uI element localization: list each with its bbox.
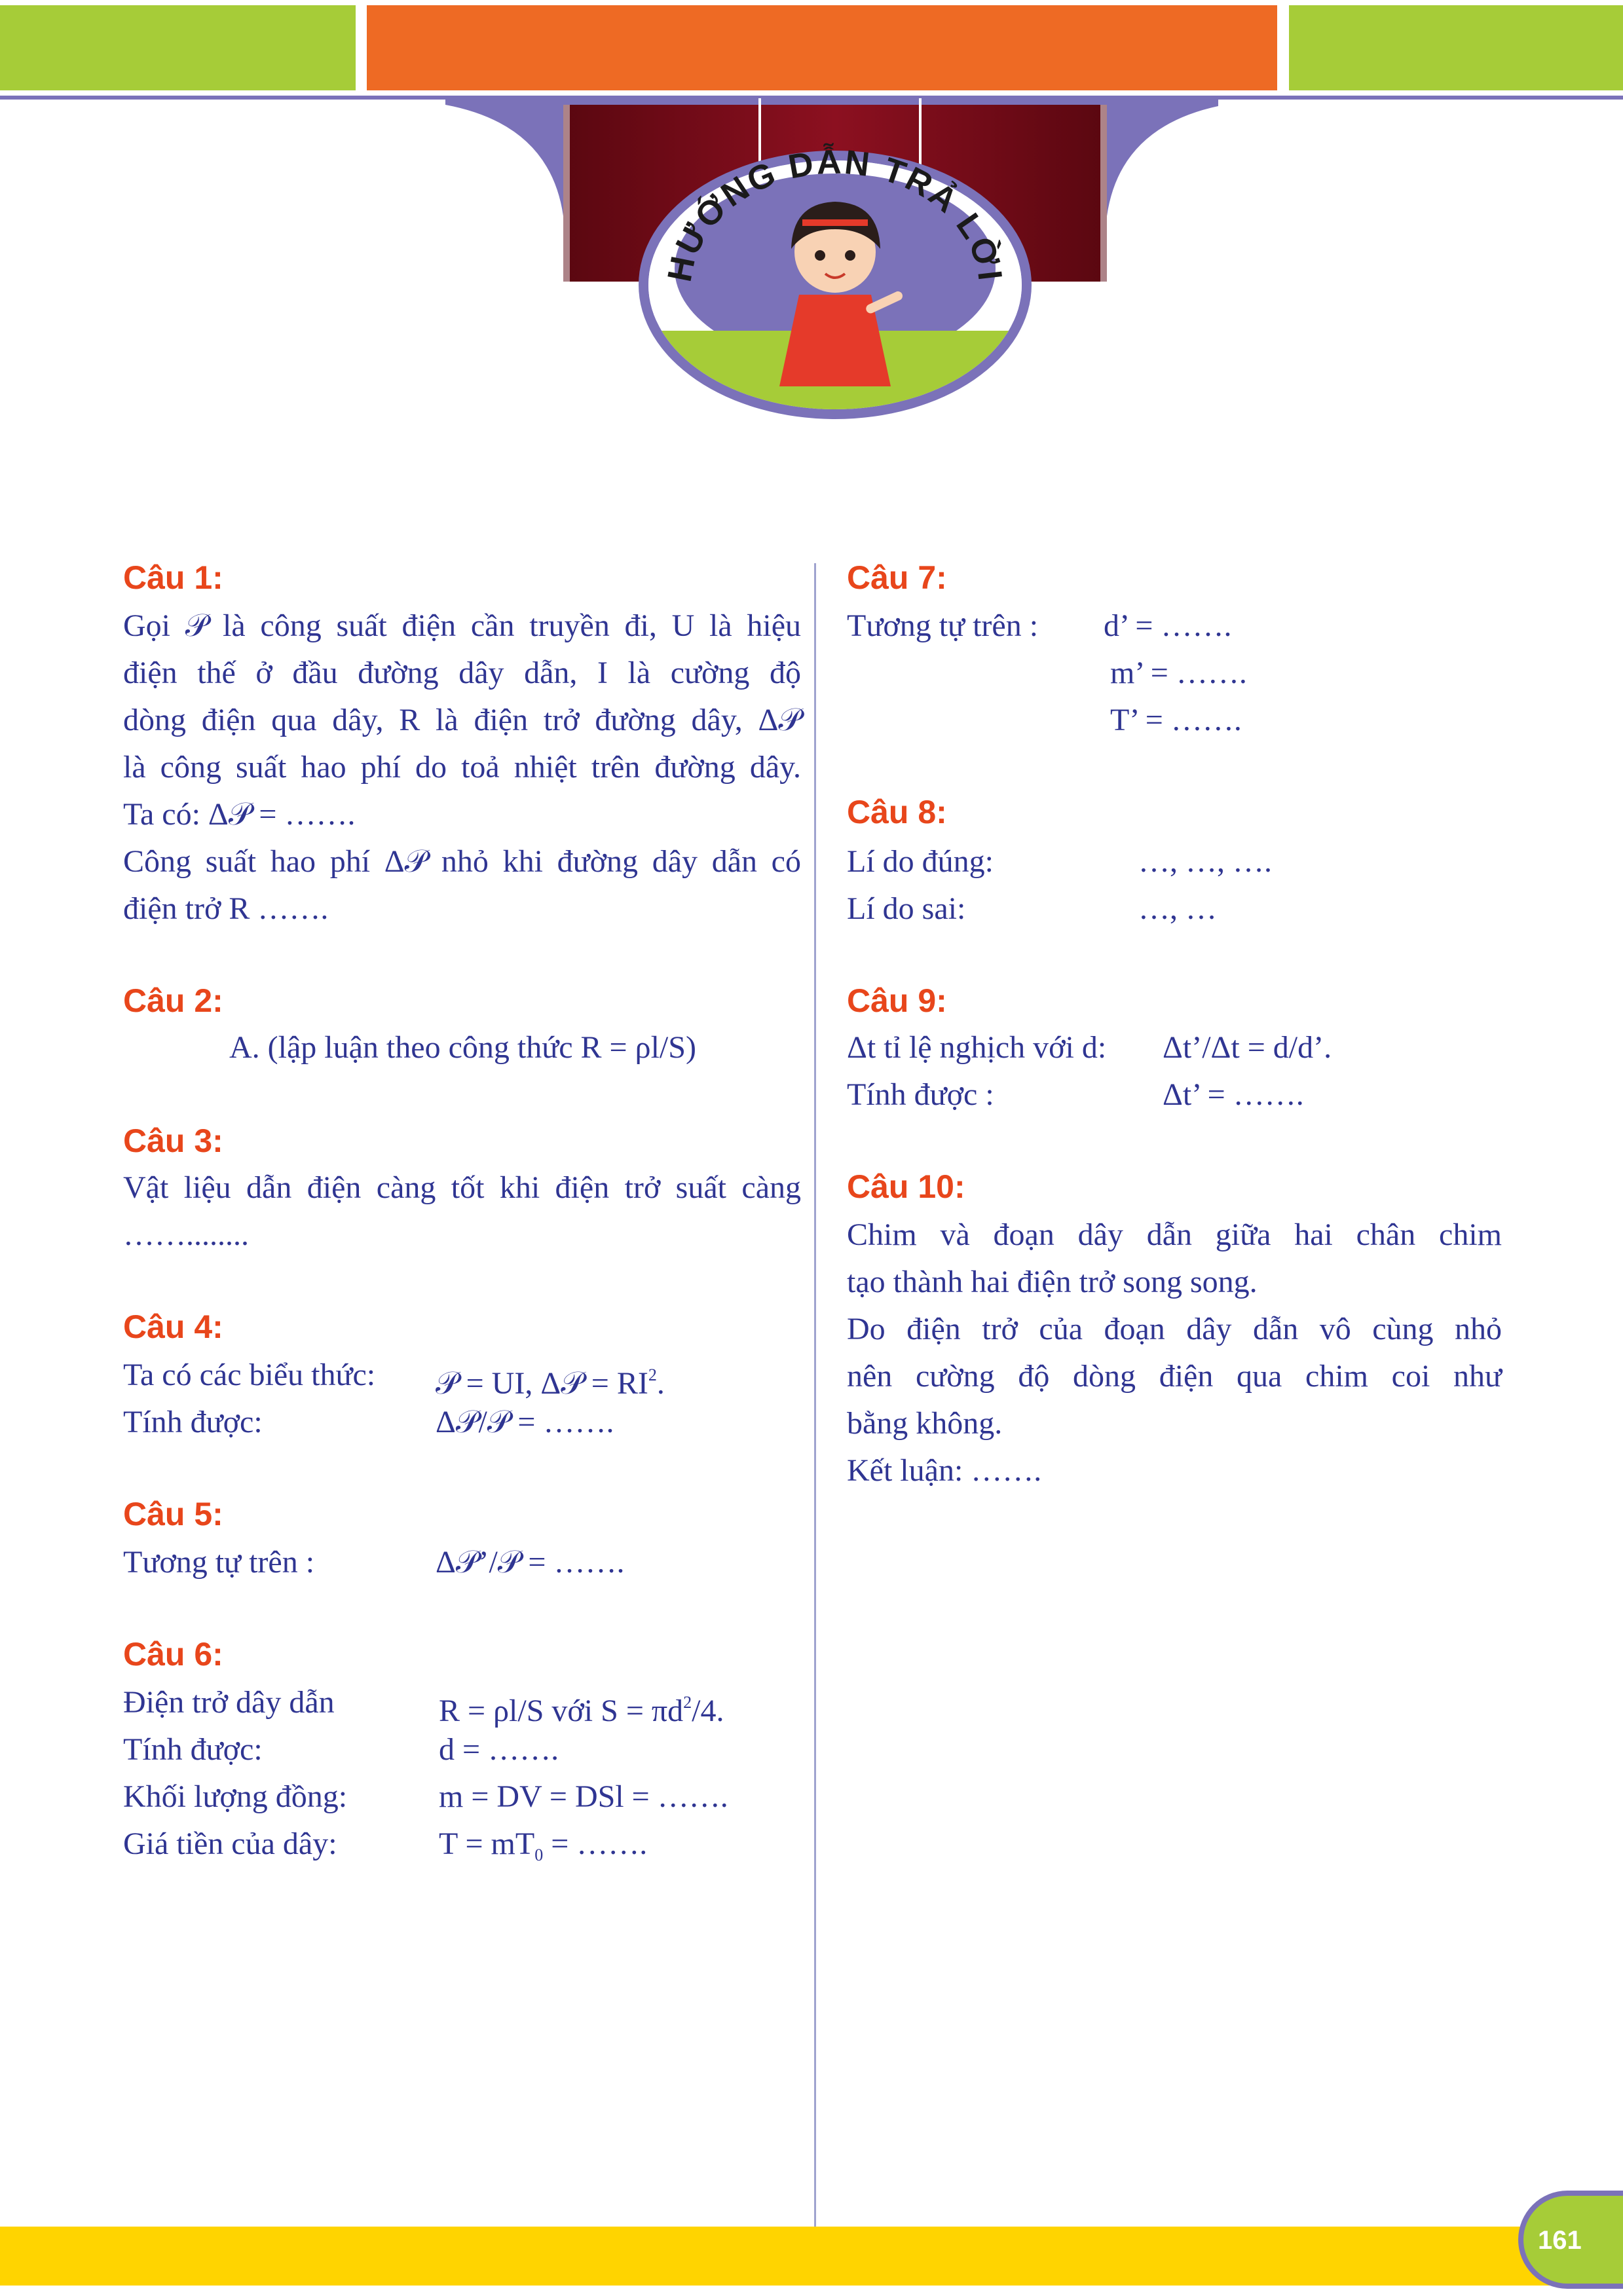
cau8-title: Câu 8: (847, 794, 947, 830)
cau7-formula1: d’ = ……. (1104, 608, 1232, 643)
cau8-value2: …, … (1138, 891, 1217, 926)
header-green-right (1289, 5, 1623, 90)
cau6-formula1: R = ρl/S với $S = \pi d^2/4$. (439, 1693, 724, 1728)
cau8-label1: Lí do đúng: (847, 844, 994, 879)
cau3-line1: Vật liệu dẫn điện càng tốt khi điện trở suất càng (123, 1170, 801, 1205)
header-green-left (0, 5, 356, 90)
footer-bar (0, 2227, 1623, 2286)
cau3-line2: ……........ (123, 1217, 249, 1252)
header-orange-center (367, 5, 1277, 90)
cau9-formula1: Δt’/Δt = d/d’. (1163, 1030, 1332, 1065)
cau9-label1: Δt tỉ lệ nghịch với d: (847, 1030, 1107, 1065)
header-title-word1: HƯỚNG (660, 154, 783, 285)
cau8-label2: Lí do sai: (847, 891, 966, 926)
cau1-line4: là công suất hao phí do toả nhiệt trên đường dây. (123, 750, 801, 785)
cau6-formula3: m = DV = DSl = ……. (439, 1779, 728, 1814)
cau1-line2: điện thế ở đầu đường dây dẫn, I là cường độ (123, 656, 801, 690)
column-divider (814, 563, 816, 2233)
header-title-word2: DẪN (785, 143, 874, 187)
cau10-title: Câu 10: (847, 1168, 965, 1205)
cau1-line3: dòng điện qua dây, R là điện trở đường dây, Δ𝒫 (123, 703, 801, 737)
cau6-label2: Tính được: (123, 1732, 263, 1767)
cau6-label1: Điện trở dây dẫn (123, 1685, 335, 1720)
page-number: 161 (1538, 2226, 1582, 2255)
cau4-label2: Tính được: (123, 1405, 263, 1439)
cau5-title: Câu 5: (123, 1496, 223, 1532)
cau4-title: Câu 4: (123, 1308, 223, 1345)
cau10-line2: tạo thành hai điện trở song song. (847, 1265, 1258, 1299)
cau10-line6: Kết luận: ……. (847, 1453, 1042, 1488)
cau2-line1: A. (lập luận theo công thức R = ρl/S) (229, 1030, 696, 1065)
cau9-title: Câu 9: (847, 982, 947, 1019)
cau9-formula2: Δt’ = ……. (1163, 1077, 1304, 1112)
cau7-formula3: T’ = ……. (1110, 703, 1242, 737)
cau10-line1: Chim và đoạn dây dẫn giữa hai chân chim (847, 1217, 1502, 1252)
cau10-line5: bằng không. (847, 1406, 1003, 1441)
cau5-formula1: Δ𝒫’/𝒫 = ……. (436, 1545, 625, 1580)
header-title-word4: LỜI (948, 206, 1009, 285)
cau1-line6: Công suất hao phí Δ𝒫 nhỏ khi đường dây dẫn có (123, 844, 801, 879)
header-title-word3: TRẢ (878, 151, 966, 222)
cau4-formula1: 𝒫 = UI, Δ𝒫 = $RI^2$. (436, 1365, 665, 1401)
cau9-label2: Tính được : (847, 1077, 994, 1112)
cau6-label3: Khối lượng đồng: (123, 1779, 348, 1814)
header-emblem (432, 98, 1218, 465)
cau1-line5: Ta có: Δ𝒫 = ……. (123, 797, 356, 832)
cau6-title: Câu 6: (123, 1636, 223, 1673)
cau4-label1: Ta có các biểu thức: (123, 1358, 376, 1392)
cau2-title: Câu 2: (123, 982, 223, 1019)
cau8-value1: …, …, …. (1138, 844, 1272, 879)
cau3-title: Câu 3: (123, 1122, 223, 1159)
cau10-line4: nên cường độ dòng điện qua chim coi như (847, 1359, 1502, 1394)
cau4-formula2: Δ𝒫/𝒫 = ……. (436, 1405, 614, 1439)
cau1-line7: điện trở R ……. (123, 891, 329, 926)
cau7-label1: Tương tự trên : (847, 608, 1039, 643)
cau7-formula2: m’ = ……. (1110, 656, 1247, 690)
cau6-label4: Giá tiền của dây: (123, 1826, 337, 1861)
page-number-badge (1518, 2191, 1623, 2289)
cau1-title: Câu 1: (123, 559, 223, 596)
cau6-formula4: $T = mT_0$ = ……. (439, 1826, 648, 1864)
cau1-line1: Gọi 𝒫 là công suất điện cần truyền đi, U là hiệu (123, 608, 801, 643)
cau6-formula2: d = ……. (439, 1732, 559, 1767)
cau10-line3: Do điện trở của đoạn dây dẫn vô cùng nhỏ (847, 1312, 1502, 1346)
cau7-title: Câu 7: (847, 559, 947, 596)
cau5-label1: Tương tự trên : (123, 1545, 315, 1580)
